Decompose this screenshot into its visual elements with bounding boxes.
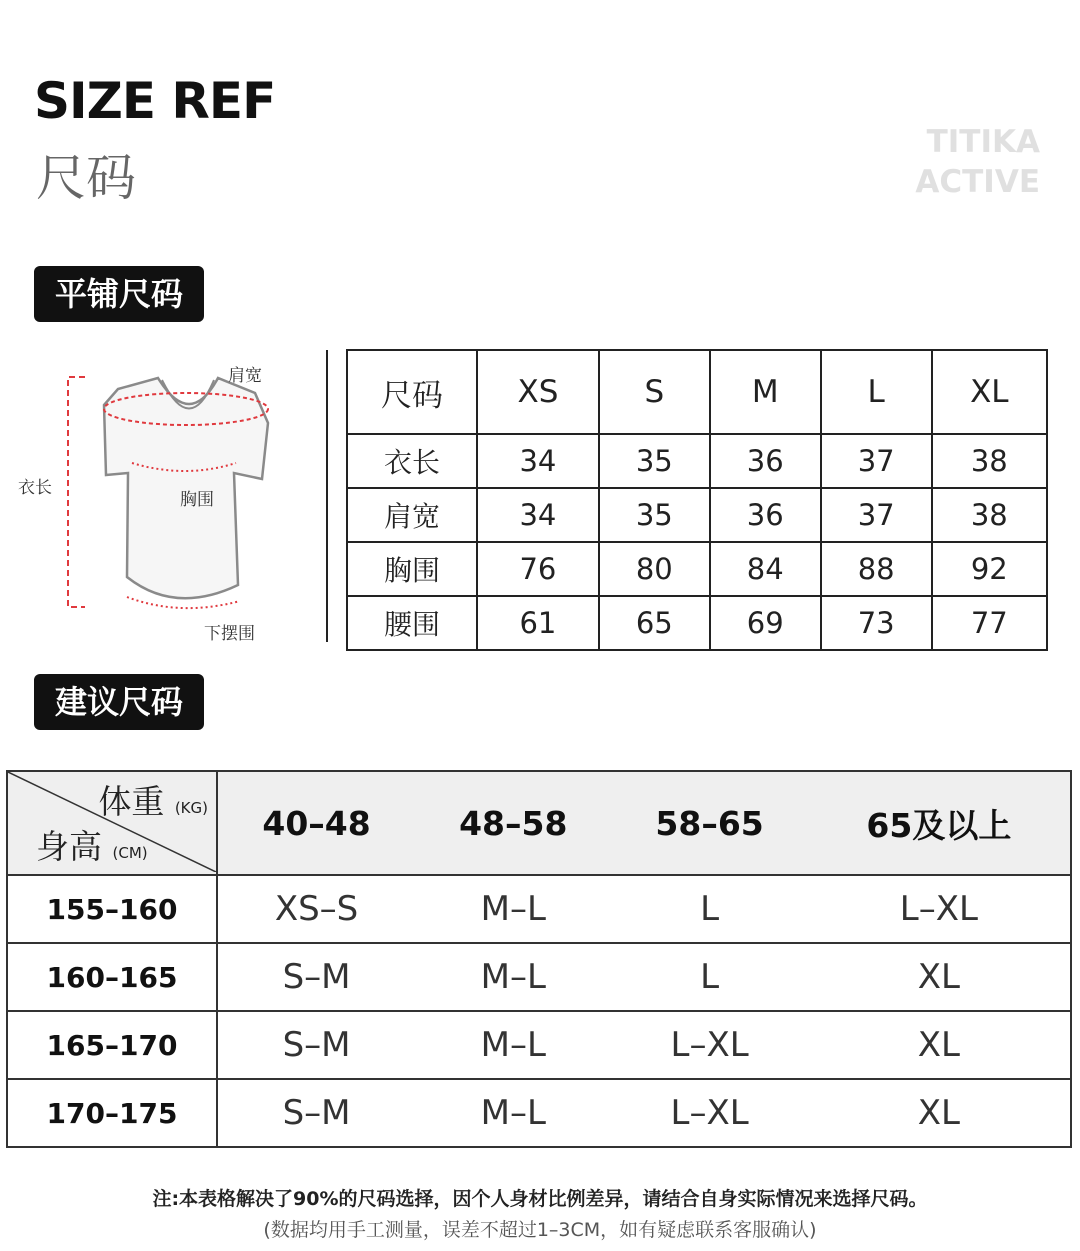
footer-note: 注:本表格解决了90%的尺码选择，因个人身材比例差异，请结合自身实际情况来选择尺码。	[152, 1188, 928, 1210]
weight-header: 48–58	[415, 771, 611, 875]
table-cell: 38	[932, 434, 1047, 488]
size-header: S	[599, 350, 710, 434]
tshirt-diagram	[0, 345, 310, 645]
weight-header: 65及以上	[808, 771, 1071, 875]
title-cn: 尺码	[36, 149, 136, 207]
table-cell: M–L	[415, 1079, 611, 1147]
table-cell: L–XL	[611, 1011, 807, 1079]
table-cell: 61	[477, 596, 599, 650]
table-cell: 35	[599, 488, 710, 542]
table-cell: 37	[821, 434, 932, 488]
weight-header: 58–65	[611, 771, 807, 875]
table-cell: XL	[808, 1011, 1071, 1079]
row-label: 胸围	[347, 542, 477, 596]
recommend-size-table	[6, 770, 1072, 1148]
table-cell: L–XL	[808, 875, 1071, 943]
table-cell: M–L	[415, 875, 611, 943]
table-row	[7, 943, 1071, 1011]
table-row	[347, 434, 1047, 488]
table-cell: 37	[821, 488, 932, 542]
table-cell: S–M	[217, 1079, 415, 1147]
weight-header: 40–48	[217, 771, 415, 875]
table-header-row	[7, 771, 1071, 875]
size-header: XL	[932, 350, 1047, 434]
weight-label: 体重 (KG)	[98, 782, 208, 821]
table-cell: L–XL	[611, 1079, 807, 1147]
table-cell: 34	[477, 488, 599, 542]
label-chest: 胸围	[180, 490, 214, 510]
table-cell: XL	[808, 943, 1071, 1011]
table-cell: 38	[932, 488, 1047, 542]
flat-size-tag: 平铺尺码	[34, 266, 204, 322]
height-cell: 170–175	[7, 1079, 217, 1147]
table-cell: S–M	[217, 1011, 415, 1079]
corner-label: 尺码	[347, 350, 477, 434]
height-cell: 165–170	[7, 1011, 217, 1079]
flat-size-table	[346, 349, 1048, 651]
table-cell: 76	[477, 542, 599, 596]
table-cell: 36	[710, 434, 821, 488]
row-label: 衣长	[347, 434, 477, 488]
table-cell: 34	[477, 434, 599, 488]
table-row	[7, 1079, 1071, 1147]
table-row	[347, 542, 1047, 596]
size-header: M	[710, 350, 821, 434]
size-header: L	[821, 350, 932, 434]
corner-cell	[7, 771, 217, 875]
footer-subnote: (数据均用手工测量，误差不超过1–3CM，如有疑虑联系客服确认)	[263, 1219, 817, 1241]
table-cell: 65	[599, 596, 710, 650]
label-length: 衣长	[18, 478, 52, 498]
brand-line-1: TITIKA	[926, 124, 1040, 160]
row-label: 腰围	[347, 596, 477, 650]
table-cell: L	[611, 875, 807, 943]
brand-watermark	[915, 122, 1040, 202]
table-cell: 92	[932, 542, 1047, 596]
table-cell: S–M	[217, 943, 415, 1011]
table-cell: L	[611, 943, 807, 1011]
table-cell: M–L	[415, 1011, 611, 1079]
table-cell: 73	[821, 596, 932, 650]
table-cell: XL	[808, 1079, 1071, 1147]
height-label: 身高 (CM)	[36, 827, 148, 866]
table-cell: 84	[710, 542, 821, 596]
table-header-row	[347, 350, 1047, 434]
title-en: SIZE REF	[34, 72, 276, 130]
table-row	[347, 488, 1047, 542]
recommend-size-tag: 建议尺码	[34, 674, 204, 730]
brand-line-2: ACTIVE	[915, 164, 1040, 200]
height-cell: 155–160	[7, 875, 217, 943]
height-cell: 160–165	[7, 943, 217, 1011]
table-row	[7, 1011, 1071, 1079]
table-cell: 36	[710, 488, 821, 542]
table-cell: 88	[821, 542, 932, 596]
row-label: 肩宽	[347, 488, 477, 542]
vertical-divider	[326, 350, 328, 642]
table-cell: 80	[599, 542, 710, 596]
table-cell: XS–S	[217, 875, 415, 943]
table-cell: M–L	[415, 943, 611, 1011]
size-header: XS	[477, 350, 599, 434]
table-cell: 35	[599, 434, 710, 488]
label-shoulder: 肩宽	[228, 366, 262, 386]
label-hem: 下摆围	[204, 624, 255, 644]
table-row	[347, 596, 1047, 650]
table-cell: 69	[710, 596, 821, 650]
table-row	[7, 875, 1071, 943]
table-cell: 77	[932, 596, 1047, 650]
